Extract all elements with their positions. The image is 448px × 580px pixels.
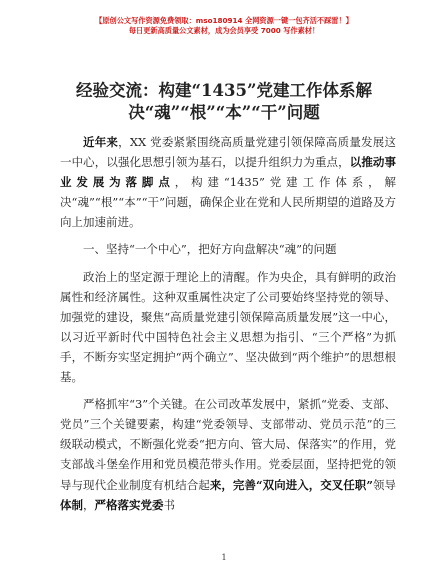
p3-text-1: 严格抓牢“3”个关键。在公司改革发展中，紧抓“党委、支部、党员”三个关键要素，构建“党委领导、支部带动、党员示范”的三级联动模式，不断强化党委“把方向、管大局、保落实”的作用，党支部战斗堡垒作用和党员模范带头作用。党委层面，坚持把党的领导与现代企业制度有机结合起 (60, 397, 396, 492)
p3-emphasis-2: 体制 (60, 497, 83, 512)
page-number: 1 (221, 553, 227, 562)
document-body (60, 132, 396, 515)
title-line-1: 经验交流：构建“1435”党建工作体系解 (76, 81, 372, 100)
header-banner (0, 16, 448, 36)
document-title (0, 80, 448, 124)
p3-emphasis-3: 严格落实党委 (94, 497, 164, 512)
title-line-2: 决“魂”“根”“本”“干”问题 (128, 103, 320, 122)
banner-line-1: 【原创公文写作资源免费领取：mso180914 全网资源一键一包齐活不踩雷！】 (95, 16, 353, 25)
paragraph-intro (60, 132, 396, 232)
paragraph-3 (60, 394, 396, 515)
section-heading-1: 一、坚持“一个中心”，把好方向盘解决“魂”的问题 (83, 242, 337, 257)
p3-text-2: 领导 (372, 477, 397, 492)
intro-emphasis-1: 近年来 (83, 135, 119, 149)
p3-text-4: 书 (163, 497, 175, 512)
intro-text-2: ，构建“1435”党建工作体系，解决“魂”“根”“本”“干”问题，确保企业在党和人民所期望的道路及方向上加速前进。 (60, 175, 397, 230)
p3-emphasis-1: 来，完善“双向进入，交叉任职” (209, 477, 373, 492)
banner-line-2: 每日更新高质量公文素材，成为会员享受 7000 写作素材！ (128, 26, 320, 35)
intro-text-1: ，XX 党委紧紧围绕高质量党建引领保障高质量发展这一中心，以强化思想引领为基石，以提升组织力为重点， (60, 135, 396, 170)
paragraph-2: 政治上的坚定源于理论上的清醒。作为央企，具有鲜明的政治属性和经济属性。这种双重属性决定了公司要始终坚持党的领导、加强党的建设，聚焦“高质量党建引领保障高质量发展”这一中心，以习近平新时代中国特色社会主义思想为指引、“三个严格”为抓手，不断夯实坚定拥护“两个确立”、坚决做到“两个维护”的思想根基。 (60, 269, 396, 385)
intro-emphasis-2: 以推动事业发展为落脚点 (60, 155, 397, 190)
p3-text-3: ， (83, 497, 95, 512)
